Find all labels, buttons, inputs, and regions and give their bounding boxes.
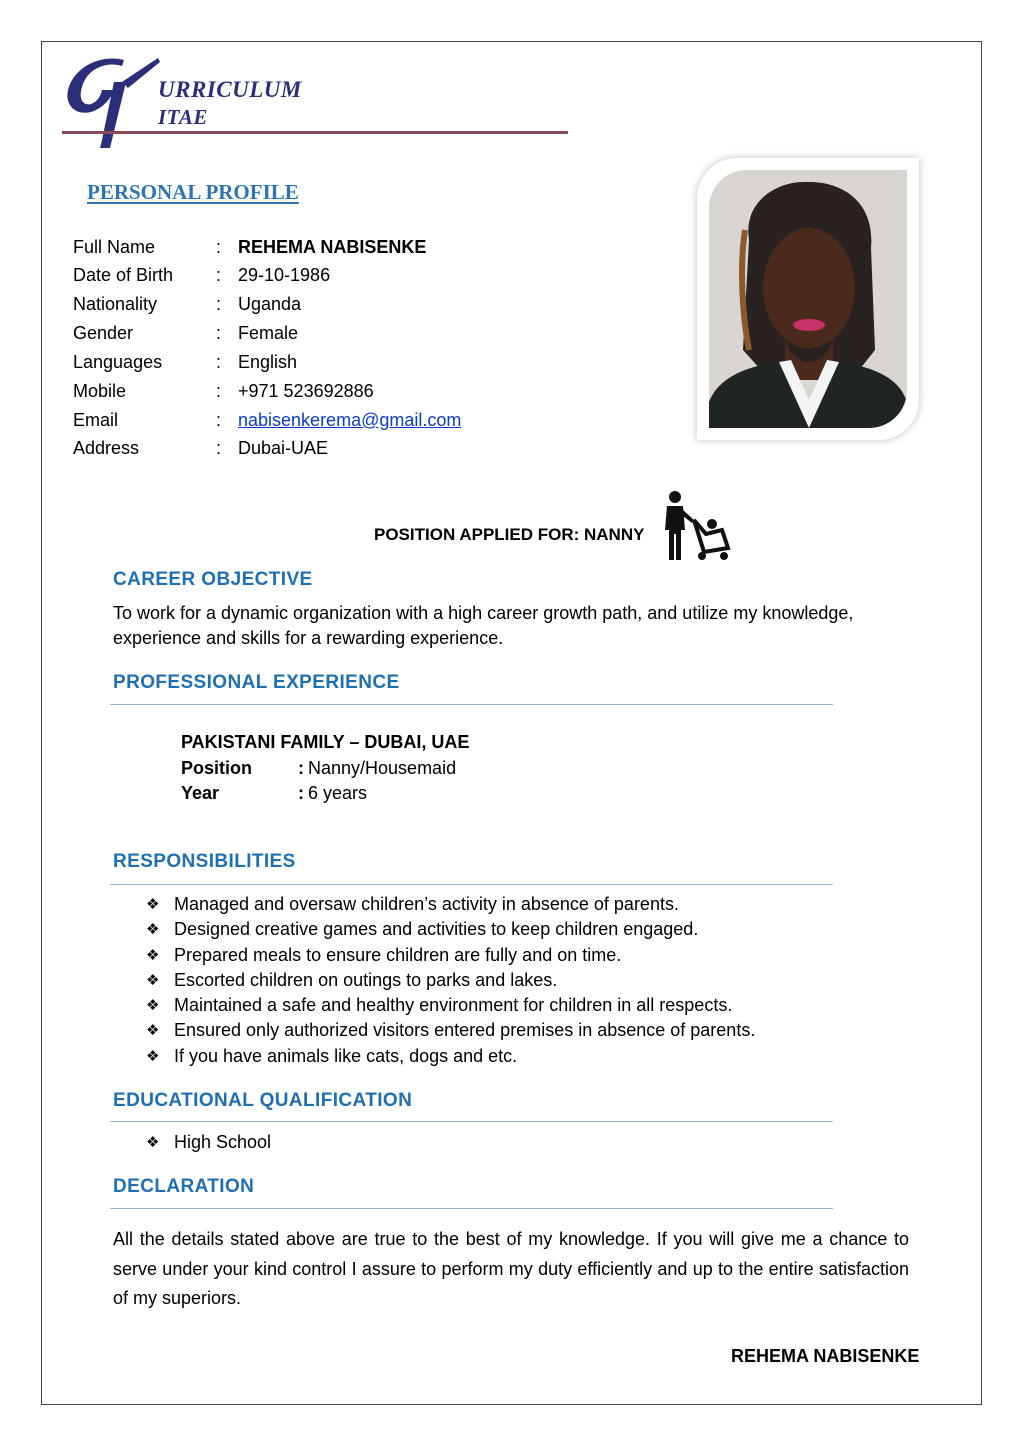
profile-separator: : — [216, 352, 222, 372]
section-divider — [110, 1121, 833, 1122]
experience-separator: : — [298, 758, 304, 778]
profile-label: Languages — [73, 352, 163, 372]
profile-value-mobile: +971 523692886 — [238, 381, 374, 401]
position-applied: POSITION APPLIED FOR: NANNY — [374, 525, 645, 544]
logo-underline — [62, 131, 568, 134]
experience-label: Position — [181, 758, 252, 778]
profile-value-gender: Female — [238, 323, 299, 343]
profile-label: Nationality — [73, 294, 158, 314]
profile-value-languages: English — [238, 352, 298, 372]
profile-separator: : — [216, 438, 222, 458]
professional-experience-heading: PROFESSIONAL EXPERIENCE — [113, 672, 400, 693]
diamond-bullet-icon: ❖ — [146, 1021, 160, 1040]
profile-value-dob: 29-10-1986 — [238, 265, 331, 285]
profile-label: Gender — [73, 323, 134, 343]
profile-separator: : — [216, 294, 222, 314]
career-objective-line-1: To work for a dynamic organization with a high career growth path, and utilize my knowledge, — [113, 603, 854, 623]
profile-value-full-name: REHEMA NABISENKE — [238, 237, 427, 257]
personal-profile-heading: PERSONAL PROFILE — [87, 180, 299, 204]
list-item-text: Managed and oversaw children’s activity in absence of parents. — [174, 894, 679, 914]
signature-name: REHEMA NABISENKE — [731, 1346, 920, 1366]
career-objective-text — [113, 601, 853, 651]
declaration-text: All the details stated above are true to the best of my knowledge. If you will give me a chance to serve under your kind control I assure to perform my duty efficiently and up to the entire satisfaction of my superiors. — [113, 1229, 909, 1308]
diamond-bullet-icon: ❖ — [146, 945, 160, 964]
career-objective-line-2: experience and skills for a rewarding experience. — [113, 628, 504, 648]
declaration-heading: DECLARATION — [113, 1176, 255, 1197]
experience-value-position: Nanny/Housemaid — [308, 758, 457, 778]
nanny-stroller-icon — [660, 490, 732, 562]
diamond-bullet-icon: ❖ — [146, 1046, 160, 1065]
profile-photo — [709, 170, 907, 428]
profile-separator: : — [216, 265, 222, 285]
profile-separator: : — [216, 381, 222, 401]
diamond-bullet-icon: ❖ — [146, 895, 160, 913]
profile-label: Full Name — [73, 237, 156, 257]
profile-value-address: Dubai-UAE — [238, 438, 329, 458]
section-divider — [110, 1208, 833, 1209]
email-link[interactable]: nabisenkerema@gmail.com — [238, 410, 462, 430]
profile-value-nationality: Uganda — [238, 294, 302, 314]
profile-label: Date of Birth — [73, 265, 174, 285]
cv-logo — [62, 52, 572, 152]
list-item-text: Prepared meals to ensure children are fully and on time. — [174, 944, 622, 965]
logo-word-curriculum: URRICULUM — [158, 77, 302, 102]
profile-separator: : — [216, 237, 222, 257]
experience-separator: : — [298, 783, 304, 803]
cv-logo-mark — [62, 52, 162, 152]
profile-label: Address — [73, 438, 140, 458]
education-heading: EDUCATIONAL QUALIFICATION — [113, 1090, 413, 1111]
list-item-text: High School — [174, 1132, 272, 1152]
experience-row-position — [181, 758, 469, 783]
profile-separator: : — [216, 410, 222, 430]
diamond-bullet-icon: ❖ — [146, 996, 160, 1015]
list-item-text: If you have animals like cats, dogs and etc. — [174, 1045, 518, 1066]
list-item-text: Maintained a safe and healthy environment for children in all respects. — [174, 995, 733, 1016]
list-item-text: Designed creative games and activities to keep children engaged. — [174, 919, 699, 940]
diamond-bullet-icon: ❖ — [146, 920, 160, 939]
list-item-text: Escorted children on outings to parks and lakes. — [174, 969, 558, 990]
profile-label: Mobile — [73, 381, 127, 401]
profile-photo-frame — [697, 158, 919, 440]
career-objective-heading: CAREER OBJECTIVE — [113, 569, 313, 590]
experience-row-year — [181, 783, 469, 808]
section-divider — [110, 884, 833, 885]
diamond-bullet-icon: ❖ — [146, 1133, 160, 1151]
list-item-text: Ensured only authorized visitors entered premises in absence of parents. — [174, 1020, 756, 1041]
experience-value-year: 6 years — [308, 783, 368, 803]
profile-label: Email — [73, 410, 119, 430]
responsibilities-heading: RESPONSIBILITIES — [113, 851, 296, 872]
experience-entry — [181, 732, 469, 808]
logo-word-vitae: ITAE — [158, 105, 208, 129]
section-divider — [110, 704, 833, 705]
profile-separator: : — [216, 323, 222, 343]
employer-title: PAKISTANI FAMILY – DUBAI, UAE — [181, 732, 470, 752]
experience-label: Year — [181, 783, 220, 803]
diamond-bullet-icon: ❖ — [146, 970, 160, 989]
